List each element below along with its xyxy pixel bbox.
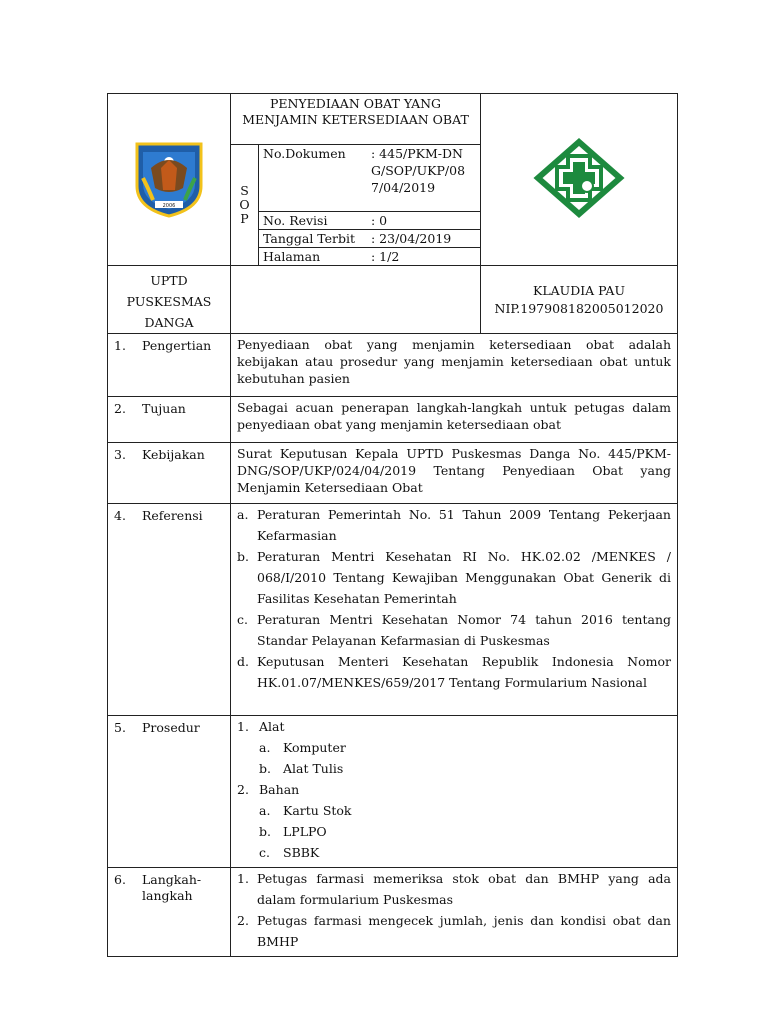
list-item: b. Peraturan Mentri Kesehatan RI No. HK.02.02 /MENKES / 068/I/2010 Tentang Kewajiban Menggunakan Obat Generik di Fasilitas Kesehatan Pemerintah [237, 549, 671, 606]
section-number: 5. [114, 720, 126, 735]
list-item: 2. Petugas farmasi mengecek jumlah, jenis dan kondisi obat dan BMHP [237, 913, 671, 949]
meta-label-doc-number: No.Dokumen [263, 146, 346, 161]
signer-block [481, 266, 678, 334]
list-item: 1. Petugas farmasi memeriksa stok obat dan BMHP yang ada dalam formularium Puskesmas [237, 871, 671, 907]
sop-letter: O [239, 197, 250, 212]
list-item: c. SBBK [259, 845, 320, 860]
list-item: 1. Alat [237, 719, 285, 734]
sop-table [107, 93, 678, 957]
puskesmas-logo [532, 138, 626, 218]
meta-value-page: : 1/2 [371, 249, 400, 264]
meta-value-revision: : 0 [371, 213, 388, 228]
section-number: 1. [114, 338, 126, 353]
list-item: a. Komputer [259, 740, 346, 755]
meta-label-issue-date: Tanggal Terbit [263, 231, 356, 246]
list-item: b. LPLPO [259, 824, 327, 839]
regency-emblem-cell [108, 94, 231, 266]
blank-cell [231, 266, 481, 334]
signer-name: KLAUDIA PAU [533, 282, 625, 298]
section-number: 6. [114, 872, 126, 887]
document-meta [259, 145, 481, 266]
section-label: Referensi [142, 508, 203, 523]
list-item: b. Alat Tulis [259, 761, 344, 776]
section-number: 3. [114, 447, 126, 462]
list-item: 2. Bahan [237, 782, 300, 797]
section-label: Kebijakan [142, 447, 205, 462]
meta-value-issue-date: : 23/04/2019 [371, 231, 452, 246]
section-number: 4. [114, 508, 126, 523]
section-label-cell [108, 716, 231, 868]
section-label-cell [108, 868, 231, 957]
referensi-list [231, 504, 678, 716]
section-label: Langkah-langkah [142, 872, 202, 903]
regency-emblem [129, 138, 209, 218]
sop-letter: P [240, 211, 249, 226]
sop-title: PENYEDIAAN OBAT YANG MENJAMIN KETERSEDIAAN OBAT [231, 94, 481, 145]
section-text-kebijakan: Surat Keputusan Kepala UPTD Puskesmas Danga No. 445/PKM-DNG/SOP/UKP/024/04/2019 Tentang Penyediaan Obat yang Menjamin Ketersediaan Obat [231, 443, 678, 504]
section-label-cell [108, 397, 231, 443]
sop-letters [231, 145, 259, 266]
sop-letter: S [240, 183, 249, 198]
list-item: c. Peraturan Mentri Kesehatan Nomor 74 tahun 2016 tentang Standar Pelayanan Kefarmasian di Puskesmas [237, 612, 671, 648]
meta-label-revision: No. Revisi [263, 213, 328, 228]
emblem-year: 2006 [162, 203, 176, 209]
list-item: a. Kartu Stok [259, 803, 352, 818]
meta-value-doc-number: : 445/PKM-DNG/SOP/UKP/087/04/2019 [371, 146, 466, 195]
puskesmas-logo-cell [481, 94, 678, 266]
section-text-tujuan: Sebagai acuan penerapan langkah-langkah untuk petugas dalam penyediaan obat yang menjamin ketersediaan obat [231, 397, 678, 443]
section-label-cell [108, 443, 231, 504]
section-label: Pengertian [142, 338, 212, 353]
section-label-cell [108, 334, 231, 397]
sop-document [107, 93, 677, 957]
organization-name: UPTD PUSKESMAS DANGA [108, 266, 231, 334]
prosedur-list [231, 716, 678, 868]
meta-label-page: Halaman [263, 249, 321, 264]
section-label: Tujuan [142, 401, 186, 416]
list-item: d. Keputusan Menteri Kesehatan Republik Indonesia Nomor HK.01.07/MENKES/659/2017 Tentang Formularium Nasional [237, 654, 671, 690]
langkah-list [231, 868, 678, 957]
section-label: Prosedur [142, 720, 200, 735]
section-number: 2. [114, 401, 126, 416]
section-label-cell [108, 504, 231, 716]
signer-nip: NIP.197908182005012020 [494, 300, 664, 316]
section-text-pengertian: Penyediaan obat yang menjamin ketersediaan obat adalah kebijakan atau prosedur yang menjamin ketersediaan obat untuk kebutuhan pasien [231, 334, 678, 397]
list-item: a. Peraturan Pemerintah No. 51 Tahun 2009 Tentang Pekerjaan Kefarmasian [237, 507, 671, 543]
